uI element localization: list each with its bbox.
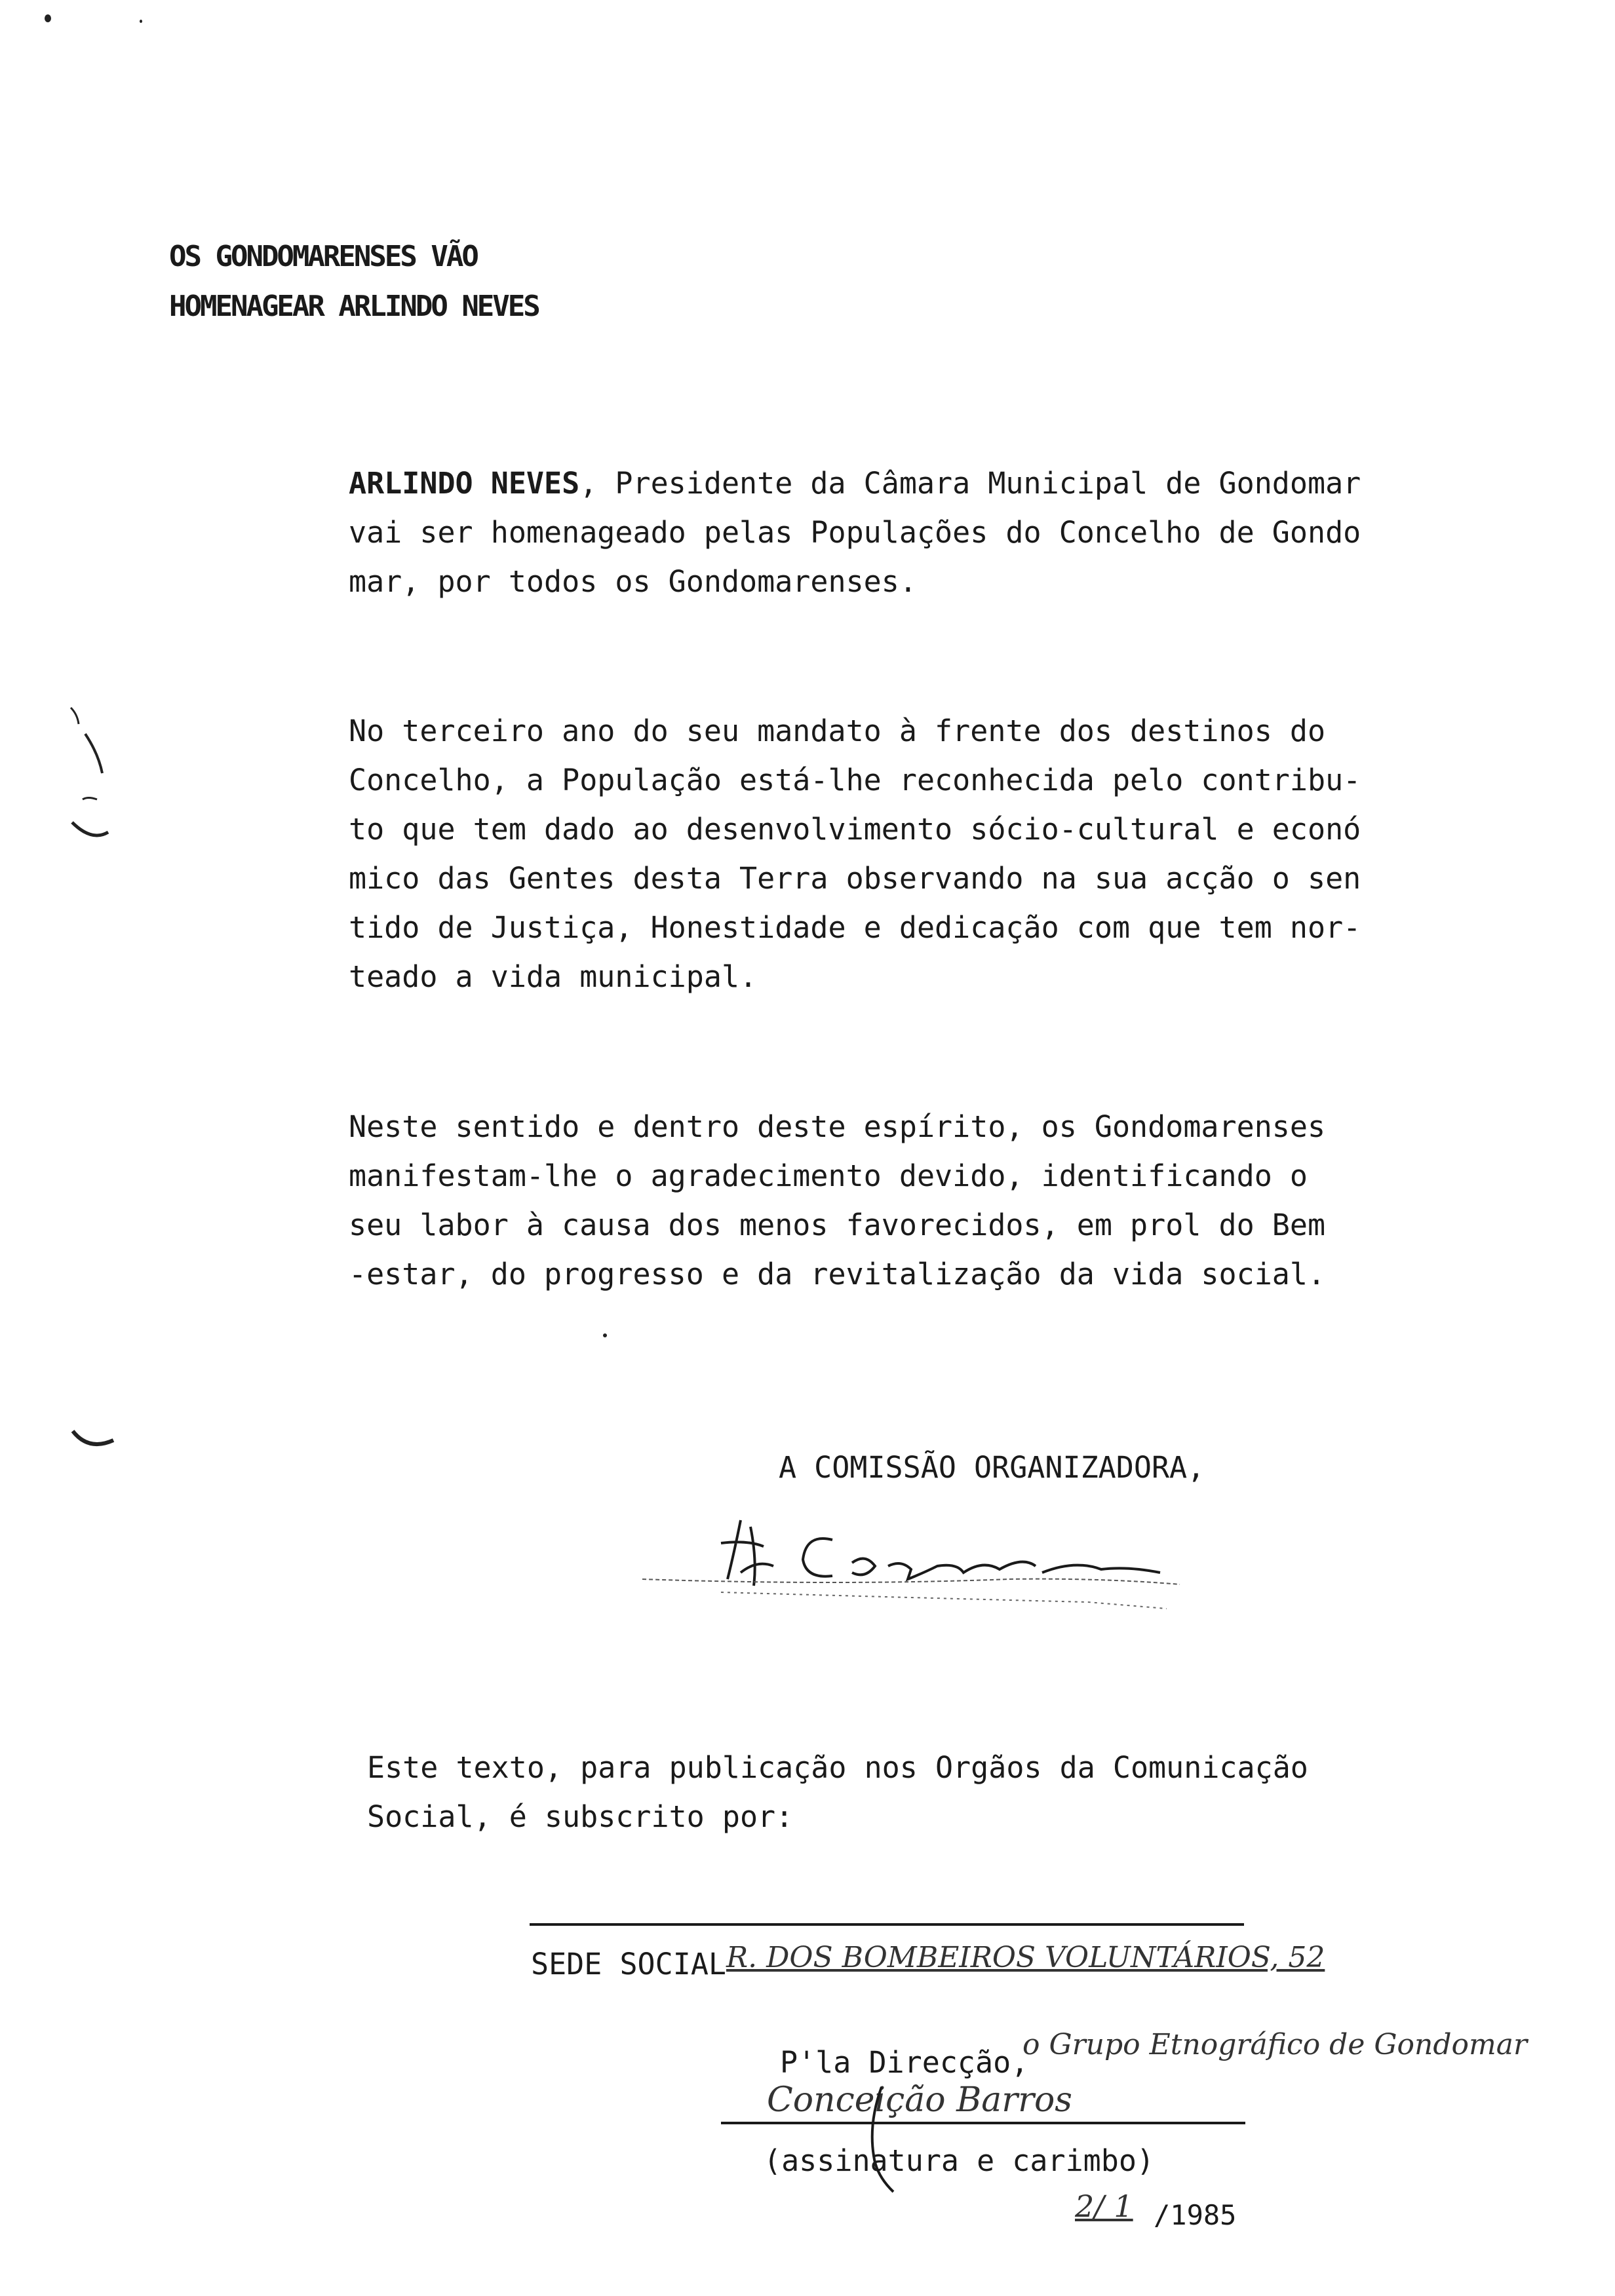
paragraph-3-line: manifestam-lhe o agradecimento devido, identificando o (349, 1158, 1308, 1193)
paragraph-2-line: mico das Gentes desta Terra observando na sua acção o sen (349, 861, 1361, 896)
paragraph-2-line: teado a vida municipal. (349, 959, 758, 994)
direction-value-handwritten: o Grupo Etnográfico de Gondomar (1022, 2028, 1527, 2061)
signature-caption: (assinatura e carimbo) (764, 2143, 1155, 2178)
scan-speck (603, 1333, 607, 1337)
paragraph-1 (349, 459, 1361, 606)
director-signature-handwritten: Conceição Barros (767, 2080, 1072, 2120)
paragraph-2-line: to que tem dado ao desenvolvimento sócio-cultural e econó (349, 812, 1361, 847)
seat-label: SEDE SOCIAL (531, 1947, 727, 1981)
headline-line-1: OS GONDOMARENSES VÃO (169, 240, 477, 273)
scan-speck (45, 14, 51, 22)
paragraph-1-line-1: ARLINDO NEVES, Presidente da Câmara Municipal de Gondomar (349, 466, 1361, 501)
form-top-rule (530, 1923, 1244, 1926)
scan-speck (140, 20, 142, 23)
paragraph-3-line: Neste sentido e dentro deste espírito, os Gondomarenses (349, 1109, 1326, 1144)
margin-mark-icon (59, 695, 118, 852)
paragraph-2-line: tido de Justiça, Honestidade e dedicação com que tem nor- (349, 910, 1361, 945)
paragraph-1-line-2: vai ser homenageado pelas Populações do Concelho de Gondo (349, 515, 1361, 550)
paragraph-2 (349, 706, 1361, 1001)
paragraph-1-line-3: mar, por todos os Gondomarenses. (349, 564, 917, 599)
publication-note-line-1: Este texto, para publicação nos Orgãos da Comunicação (367, 1750, 1308, 1785)
committee-signature-icon (642, 1481, 1180, 1625)
paragraph-2-line: No terceiro ano do seu mandato à frente dos destinos do (349, 714, 1326, 748)
seat-address-handwritten: R. DOS BOMBEIROS VOLUNTÁRIOS, 52 (726, 1941, 1325, 1974)
paragraph-3-line: seu labor à causa dos menos favorecidos, em prol do Bem (349, 1208, 1326, 1242)
honoree-name: ARLINDO NEVES (349, 466, 580, 501)
committee-label: A COMISSÃO ORGANIZADORA, (779, 1450, 1205, 1485)
signature-rule (721, 2122, 1245, 2124)
date-handwritten: 2/ 1 (1075, 2189, 1133, 2224)
date-year: /1985 (1154, 2199, 1237, 2231)
headline-line-2: HOMENAGEAR ARLINDO NEVES (169, 290, 539, 323)
margin-mark-icon (69, 1422, 121, 1461)
paragraph-3 (349, 1102, 1325, 1299)
publication-note (367, 1743, 1308, 1841)
publication-note-line-2: Social, é subscrito por: (367, 1799, 794, 1834)
paragraph-2-line: Concelho, a População está-lhe reconhecida pelo contribu- (349, 763, 1361, 797)
direction-label: P'la Direcção, (780, 2045, 1029, 2080)
paragraph-3-line: -estar, do progresso e da revitalização da vida social. (349, 1257, 1326, 1292)
